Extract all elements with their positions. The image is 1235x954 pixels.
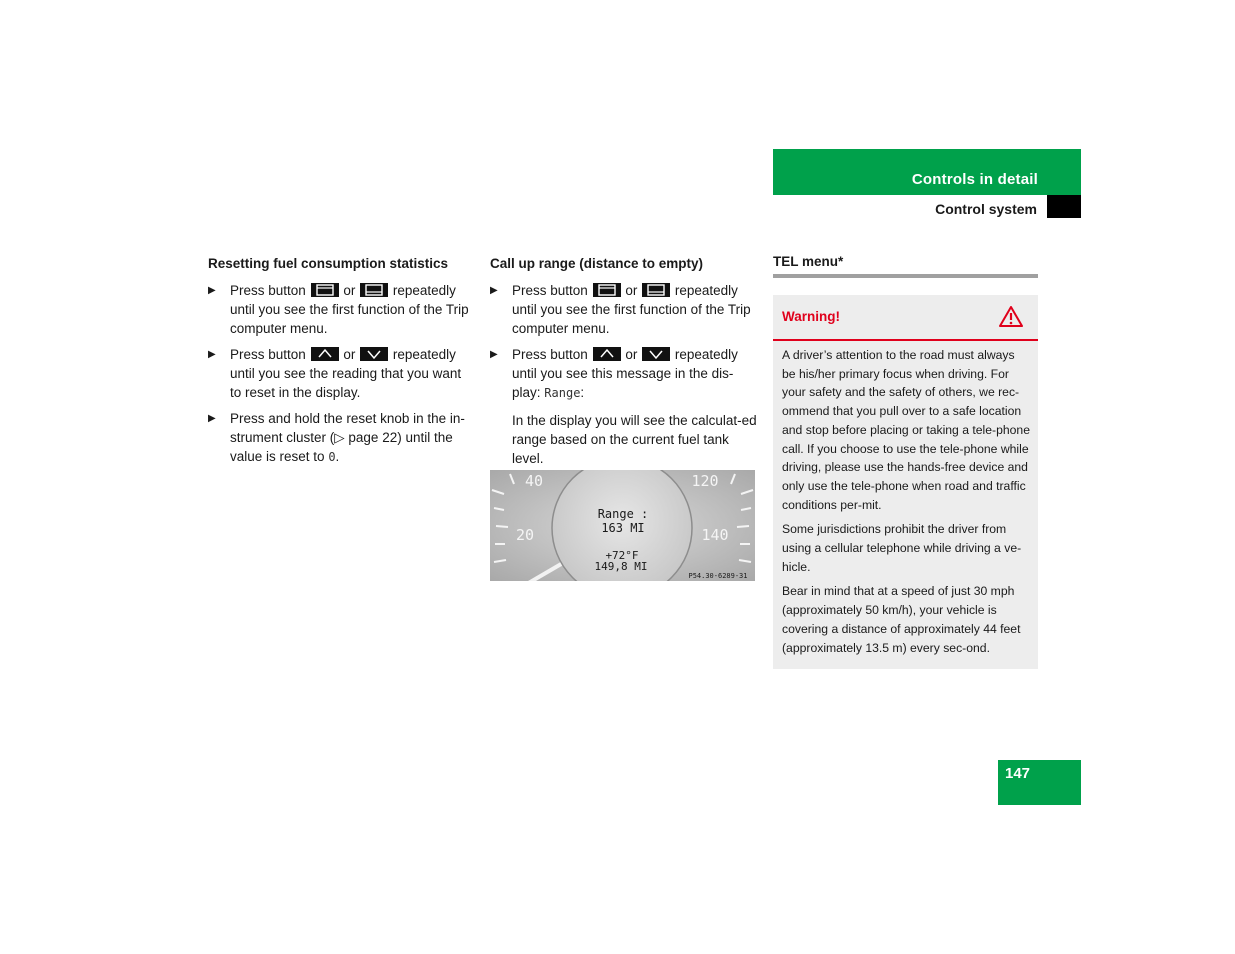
page-button-icon bbox=[360, 283, 388, 297]
heading-range: Call up range (distance to empty) bbox=[490, 256, 704, 271]
warning-triangle-icon bbox=[998, 305, 1024, 333]
page-button-icon bbox=[593, 283, 621, 297]
arrow-right-icon: ▶ bbox=[490, 285, 498, 296]
step-text: repeatedly until you see this message in the dis-play: bbox=[512, 347, 738, 400]
step-text: repeatedly until you see the reading that you want to reset in the display. bbox=[230, 347, 462, 400]
column-range bbox=[490, 254, 757, 468]
step-text: repeatedly until you see the first function of the Trip computer menu. bbox=[230, 283, 469, 336]
instruction-step bbox=[208, 409, 475, 467]
tick-label: 140 bbox=[701, 526, 729, 544]
step-text: Press button bbox=[512, 347, 588, 362]
odometer: 149,8 MI bbox=[594, 560, 648, 573]
range-explanation: In the display you will see the calculat-ed range based on the current fuel tank level. bbox=[512, 413, 757, 466]
arrow-right-icon: ▶ bbox=[490, 349, 498, 360]
warning-box bbox=[773, 295, 1038, 669]
warning-label: Warning! bbox=[782, 309, 840, 324]
down-button-icon bbox=[642, 347, 670, 361]
subsection-title: Control system bbox=[935, 201, 1037, 217]
column-reset-stats bbox=[208, 254, 475, 474]
step-text: Press button bbox=[230, 347, 306, 362]
step-text: or bbox=[625, 347, 638, 362]
warning-text bbox=[773, 341, 1038, 657]
display-value: Range bbox=[544, 386, 581, 400]
section-title: Controls in detail bbox=[911, 171, 1038, 188]
display-value: 0 bbox=[328, 450, 336, 464]
up-button-icon bbox=[593, 347, 621, 361]
step-text: : bbox=[580, 385, 585, 400]
warning-header bbox=[773, 295, 1038, 341]
step-text: repeatedly until you see the first function of the Trip computer menu. bbox=[512, 283, 751, 336]
heading-tel-menu: TEL menu* bbox=[773, 254, 1038, 278]
range-label: Range : bbox=[597, 507, 649, 521]
tick-label: 20 bbox=[515, 526, 535, 544]
warning-paragraph: Some jurisdictions prohibit the driver from using a cellular telephone while driving a ve-hicle. bbox=[782, 522, 1022, 574]
warning-paragraph: A driver’s attention to the road must always be his/her primary focus when driving. For your safety and the safety of others, we rec-ommend that you pull over to a safe location and stop before placing or taking a tele-phone call. If you choose to use the tele-phone while driving, please use the hands-free device and only use the tele-phone when road and traffic conditions per-mit. bbox=[782, 348, 1030, 512]
up-button-icon bbox=[311, 347, 339, 361]
tick-label: 120 bbox=[691, 472, 719, 490]
header-marker bbox=[1047, 195, 1081, 218]
warning-paragraph: Bear in mind that at a speed of just 30 mph (approximately 50 km/h), your vehicle is covering a distance of approximately 44 feet (approximately 13.5 m) every sec-ond. bbox=[782, 584, 1021, 655]
step-text: . bbox=[335, 449, 340, 464]
step-text: or bbox=[343, 283, 356, 298]
step-text: Press button bbox=[230, 283, 306, 298]
heading-reset-stats: Resetting fuel consumption statistics bbox=[208, 256, 449, 271]
section-header bbox=[773, 149, 1081, 195]
instruction-step bbox=[490, 345, 757, 403]
step-text: or bbox=[343, 347, 356, 362]
page-number: 147 bbox=[1005, 765, 1031, 782]
instruction-step bbox=[208, 345, 475, 402]
column-tel-menu bbox=[773, 254, 1038, 669]
image-code: P54.30-6289-31 bbox=[688, 572, 748, 580]
page-button-icon bbox=[311, 283, 339, 297]
page-number-tab bbox=[998, 760, 1081, 805]
instruction-step bbox=[208, 281, 475, 338]
range-value: 163 MI bbox=[601, 521, 645, 535]
page-button-icon bbox=[642, 283, 670, 297]
step-text: or bbox=[625, 283, 638, 298]
step-text: Press and hold the reset knob in the in-strument cluster (▷ page 22) until the value is reset to bbox=[230, 411, 465, 464]
down-button-icon bbox=[360, 347, 388, 361]
outside-temp: +72°F bbox=[605, 549, 639, 562]
step-text: Press button bbox=[512, 283, 588, 298]
arrow-right-icon: ▶ bbox=[208, 349, 216, 360]
arrow-right-icon: ▶ bbox=[208, 413, 216, 424]
tick-label: 40 bbox=[524, 472, 544, 490]
arrow-right-icon: ▶ bbox=[208, 285, 216, 296]
instruction-step bbox=[490, 281, 757, 338]
instrument-cluster-image bbox=[490, 470, 755, 581]
